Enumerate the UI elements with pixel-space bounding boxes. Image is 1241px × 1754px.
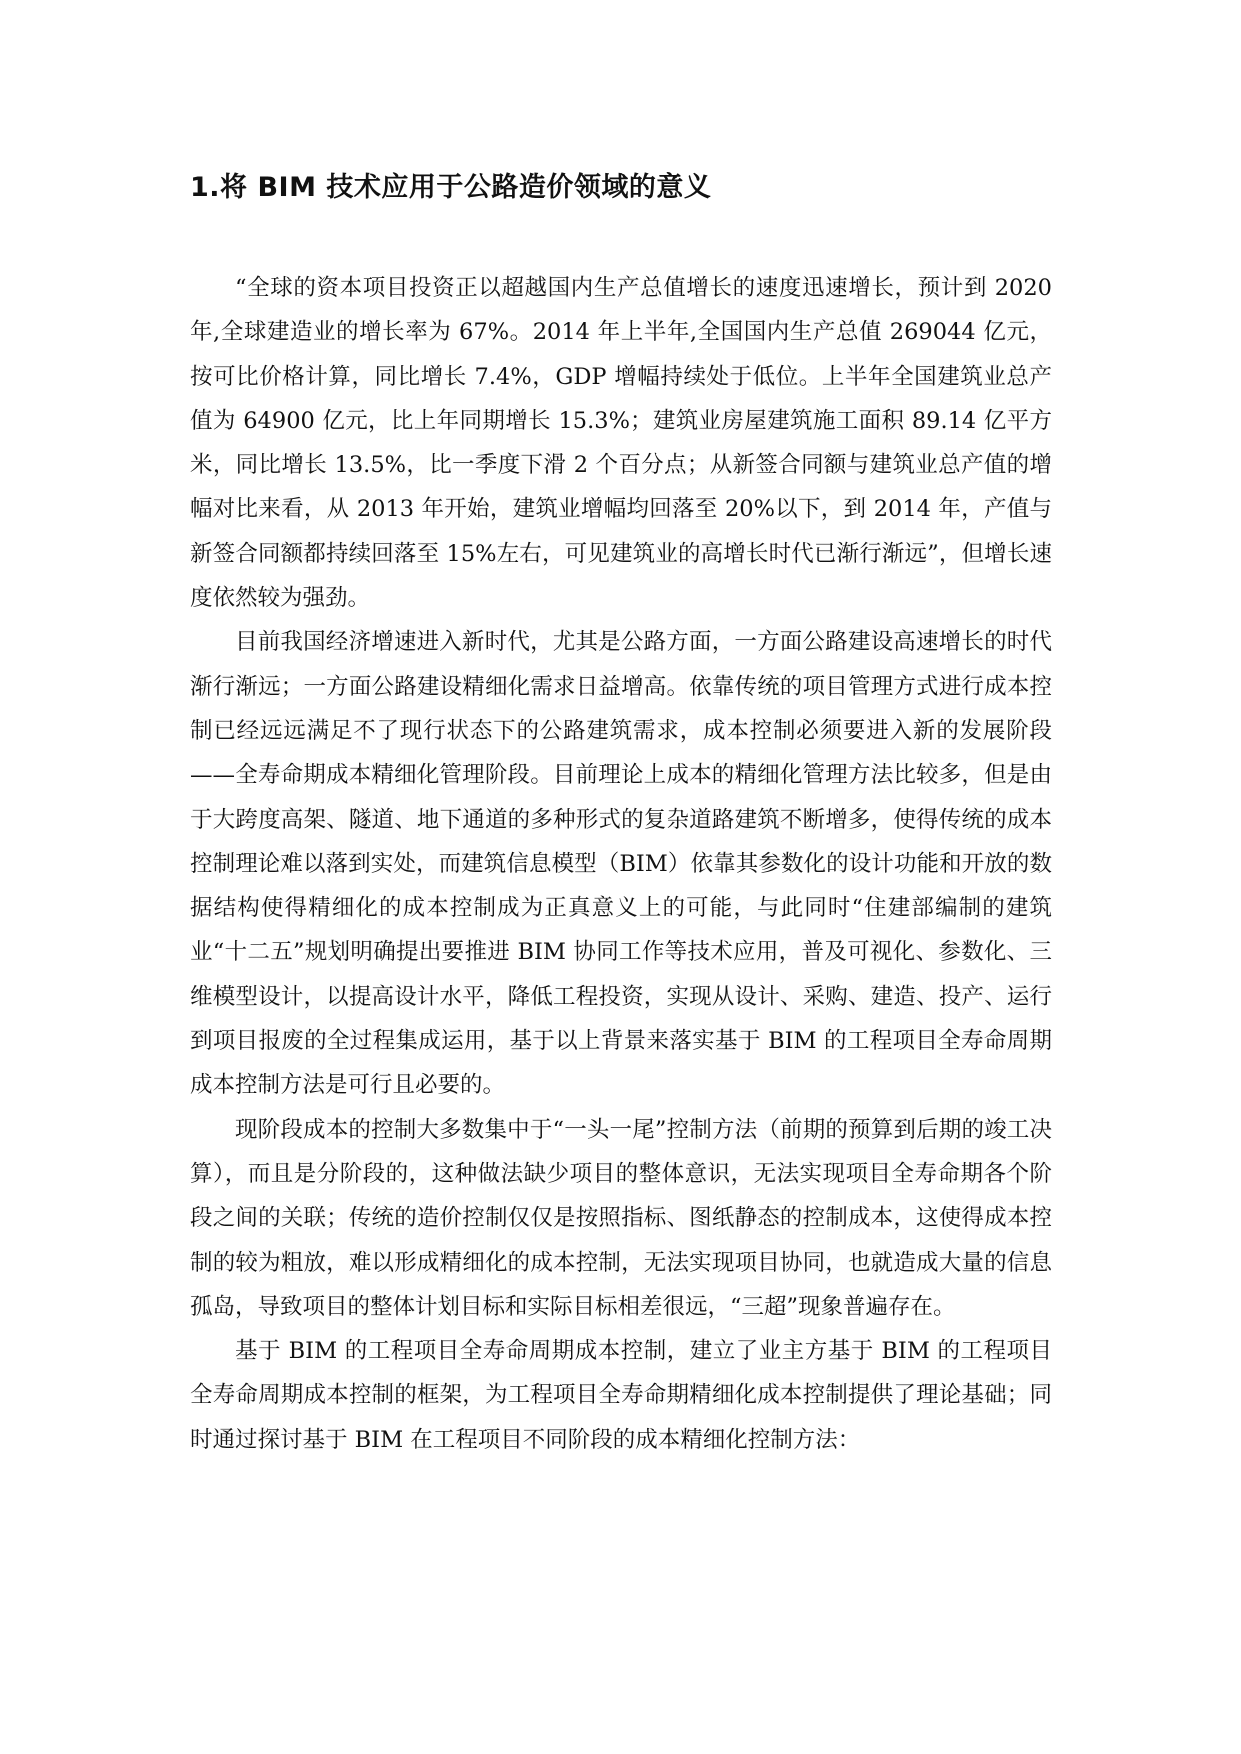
paragraph-2: 目前我国经济增速进入新时代，尤其是公路方面，一方面公路建设高速增长的时代渐行渐远；一方面公路建设精细化需求日益增高。依靠传统的项目管理方式进行成本控制已经远远满足不了现行状态下的公路建筑需求，成本控制必须要进入新的发展阶段——全寿命期成本精细化管理阶段。目前理论上成本的精细化管理方法比较多，但是由于大跨度高架、隧道、地下通道的多种形式的复杂道路建筑不断增多，使得传统的成本控制理论难以落到实处，而建筑信息模型（BIM）依靠其参数化的设计功能和开放的数据结构使得精细化的成本控制成为正真意义上的可能，与此同时“住建部编制的建筑业“十二五”规划明确提出要推进 BIM 协同工作等技术应用，普及可视化、参数化、三维模型设计，以提高设计水平，降低工程投资，实现从设计、采购、建造、投产、运行到项目报废的全过程集成运用，基于以上背景来落实基于 BIM 的工程项目全寿命周期成本控制方法是可行且必要的。 xyxy=(190,629,1052,1099)
paragraph-1: “全球的资本项目投资正以超越国内生产总值增长的速度迅速增长，预计到 2020 年,全球建造业的增长率为 67%。2014 年上半年,全国国内生产总值 269044 亿元，按可比价格计算，同比增长 7.4%，GDP 增幅持续处于低位。上半年全国建筑业总产值为 64900 亿元，比上年同期增长 15.3%；建筑业房屋建筑施工面积 89.14 亿平方米，同比增长 13.5%，比一季度下滑 2 个百分点；从新签合同额与建筑业总产值的增幅对比来看，从 2013 年开始，建筑业增幅均回落至 20%以下，到 2014 年，产值与新签合同额都持续回落至 15%左右，可见建筑业的高增长时代已渐行渐远”，但增长速度依然较为强劲。 xyxy=(190,275,1052,612)
paragraph-4: 基于 BIM 的工程项目全寿命周期成本控制，建立了业主方基于 BIM 的工程项目全寿命周期成本控制的框架，为工程项目全寿命期精细化成本控制提供了理论基础；同时通过探讨基于 BIM 在工程项目不同阶段的成本精细化控制方法： xyxy=(190,1338,1052,1453)
section-heading: 1.将 BIM 技术应用于公路造价领域的意义 xyxy=(190,172,712,203)
paragraph-3: 现阶段成本的控制大多数集中于“一头一尾”控制方法（前期的预算到后期的竣工决算），而且是分阶段的，这种做法缺少项目的整体意识，无法实现项目全寿命期各个阶段之间的关联；传统的造价控制仅仅是按照指标、图纸静态的控制成本，这使得成本控制的较为粗放，难以形成精细化的成本控制，无法实现项目协同，也就造成大量的信息孤岛，导致项目的整体计划目标和实际目标相差很远，“三超”现象普遍存在。 xyxy=(190,1116,1052,1320)
body-text xyxy=(190,266,1052,1462)
